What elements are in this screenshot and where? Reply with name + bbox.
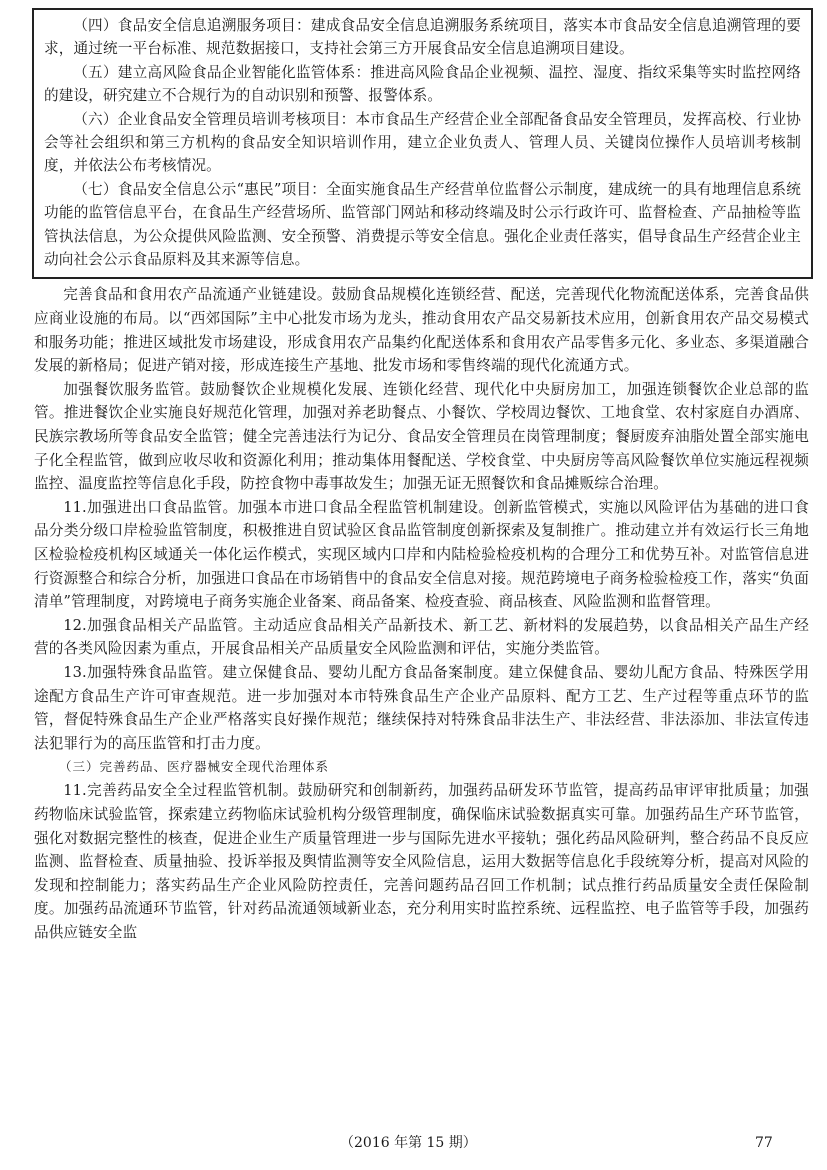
page-number: 77 bbox=[755, 1135, 773, 1151]
project-box bbox=[32, 8, 813, 279]
paragraph-catering: 加强餐饮服务监管。鼓励餐饮企业规模化发展、连锁化经营、现代化中央厨房加工，加强连锁餐饮企业总部的监管。推进餐饮企业实施良好规范化管理，加强对养老助餐点、小餐饮、学校周边餐饮、工地食堂、农村家庭自办酒席、民族宗教场所等食品安全监管；健全完善违法行为记分、食品安全管理员在岗管理制度；餐厨废弃油脂处置全部实施电子化全程监管，做到应收尽收和资源化利用；推动集体用餐配送、学校食堂、中央厨房等高风险餐饮单位实施远程视频监控、温度监控等信息化手段，防控食物中毒事故发生；加强无证无照餐饮和食品摊贩综合治理。 bbox=[34, 380, 809, 493]
box-paragraph-5: （五）建立高风险食品企业智能化监管体系：推进高风险食品企业视频、温控、湿度、指纹采集等实时监控网络的建设，研究建立不合规行为的自动识别和预警、报警体系。 bbox=[44, 63, 801, 105]
paragraph-related-products: 12.加强食品相关产品监管。主动适应食品相关产品新技术、新工艺、新材料的发展趋势，以食品相关产品生产经营的各类风险因素为重点，开展食品相关产品质量安全风险监测和评估，实施分类监管。 bbox=[34, 616, 809, 658]
box-paragraph-4: （四）食品安全信息追溯服务项目：建成食品安全信息追溯服务系统项目，落实本市食品安全信息追溯管理的要求，通过统一平台标准、规范数据接口，支持社会第三方开展食品安全信息追溯项目建设。 bbox=[44, 17, 801, 58]
box-paragraph-7: （七）食品安全信息公示“惠民”项目：全面实施食品生产经营单位监督公示制度，建成统一的具有地理信息系统功能的监管信息平台，在食品生产经营场所、监管部门网站和移动终端及时公示行政许可、监督检查、产品抽检等监管执法信息，为公众提供风险监测、安全预警、消费提示等安全信息。强化企业责任落实，倡导食品生产经营企业主动向社会公示食品原料及其来源等信息。 bbox=[44, 180, 801, 269]
paragraph-circulation: 完善食品和食用农产品流通产业链建设。鼓励食品规模化连锁经营、配送，完善现代化物流配送体系，完善食品供应商业设施的布局。以“西郊国际”主中心批发市场为龙头，推动食用农产品交易新技术应用，创新食用农产品交易模式和服务功能；推进区域批发市场建设，形成食用农产品集约化配送体系和食用农产品零售多元化、多业态、多渠道融合发展的新格局；促进产销对接，形成连接生产基地、批发市场和零售终端的现代化流通方式。 bbox=[34, 286, 809, 375]
document-page bbox=[30, 8, 813, 945]
page-footer bbox=[0, 1132, 827, 1154]
section-heading: （三）完善药品、医疗器械安全现代治理体系 bbox=[59, 759, 330, 775]
issue-label: （2016 年第 15 期） bbox=[340, 1135, 477, 1151]
paragraph-drug-supervision: 11.完善药品安全全过程监管机制。鼓励研究和创制新药，加强药品研发环节监管，提高药品审评审批质量；加强药物临床试验监管，探索建立药物临床试验机构分级管理制度，确保临床试验数据真实可靠。加强药品生产环节监管，强化对数据完整性的核查，促进企业生产质量管理进一步与国际先进水平接轨；强化药品风险研判，整合药品不良反应监测、监督检查、质量抽验、投诉举报及舆情监测等安全风险信息，运用大数据等信息化手段统筹分析，提高对风险的发现和控制能力；落实药品生产企业风险防控责任，完善问题药品召回工作机制；试点推行药品质量安全责任保险制度。加强药品流通环节监管，针对药品流通领域新业态，充分利用实时监控系统、远程监控、电子监管等手段，加强药品供应链安全监 bbox=[34, 782, 809, 941]
paragraph-import-export: 11.加强进出口食品监管。加强本市进口食品全程监管机制建设。创新监管模式，实施以风险评估为基础的进口食品分类分级口岸检验监管制度，积极推进自贸试验区食品监管制度创新探索及复制推广。推动建立并有效运行长三角地区检验检疫机构区域通关一体化运作模式，实现区域内口岸和内陆检验检疫机构的合理分工和优势互补。对监管信息进行资源整合和综合分析，加强进口食品在市场销售中的食品安全信息对接。规范跨境电子商务检验检疫工作，落实“负面清单”管理制度，对跨境电子商务实施企业备案、商品备案、检疫查验、商品核查、风险监测和监督管理。 bbox=[34, 498, 809, 611]
box-paragraph-6: （六）企业食品安全管理员培训考核项目：本市食品生产经营企业全部配备食品安全管理员，发挥高校、行业协会等社会组织和第三方机构的食品安全知识培训作用，建立企业负责人、管理人员、关键岗位操作人员培训考核制度，并依法公布考核情况。 bbox=[44, 110, 801, 175]
paragraph-special-food: 13.加强特殊食品监管。建立保健食品、婴幼儿配方食品备案制度。建立保健食品、婴幼儿配方食品、特殊医学用途配方食品生产许可审查规范。进一步加强对本市特殊食品生产企业产品原料、配方工艺、生产过程等重点环节的监管，督促特殊食品生产企业严格落实良好操作规范；继续保持对特殊食品非法生产、非法经营、非法添加、非法宣传违法犯罪行为的高压监管和打击力度。 bbox=[34, 663, 809, 752]
body-text bbox=[30, 283, 813, 944]
